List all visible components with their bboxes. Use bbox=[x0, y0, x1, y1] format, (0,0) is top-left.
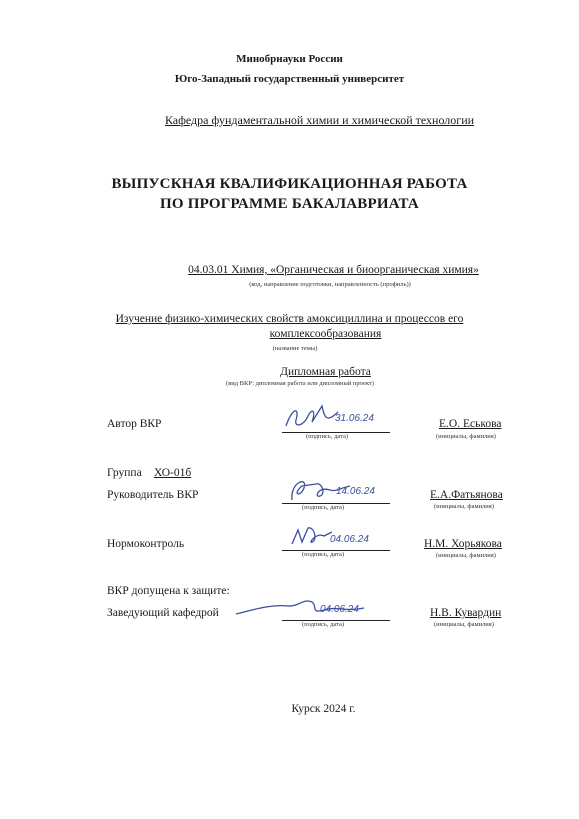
author-label: Автор ВКР bbox=[107, 418, 162, 430]
topic-line-2: комплексообразования bbox=[269, 328, 382, 340]
supervisor-sign-caption: (подпись, дата) bbox=[302, 504, 345, 511]
normcontrol-sign-caption: (подпись, дата) bbox=[302, 551, 345, 558]
author-name-caption: (инициалы, фамилия) bbox=[436, 433, 496, 440]
document-title-line-2: ПО ПРОГРАММЕ БАКАЛАВРИАТА bbox=[160, 196, 419, 212]
normcontrol-date: 04.06.24 bbox=[330, 534, 369, 545]
author-sign-caption: (подпись, дата) bbox=[306, 433, 349, 440]
specialty-caption: (код, направление подготовки, направленность (профиль)) bbox=[249, 281, 411, 288]
author-date: 31.06.24 bbox=[335, 413, 374, 424]
topic-line-1: Изучение физико-химических свойств амоксициллина и процессов его bbox=[115, 313, 464, 325]
topic-caption: (название темы) bbox=[272, 345, 318, 352]
normcontrol-label: Нормоконтроль bbox=[107, 538, 185, 550]
supervisor-name-caption: (инициалы, фамилия) bbox=[434, 503, 494, 510]
ministry-name: Минобрнауки России bbox=[236, 53, 343, 65]
work-type-caption: (вид ВКР: дипломная работа или дипломный проект) bbox=[226, 380, 374, 387]
supervisor-name: Е.А.Фатьянова bbox=[430, 489, 503, 501]
head-name: Н.В. Кувардин bbox=[430, 607, 502, 619]
specialty-text: 04.03.01 Химия, «Органическая и биоорганическая химия» bbox=[188, 264, 479, 276]
document-title-line-1: ВЫПУСКНАЯ КВАЛИФИКАЦИОННАЯ РАБОТА bbox=[111, 176, 468, 192]
head-sign-caption: (подпись, дата) bbox=[302, 621, 345, 628]
head-name-caption: (инициалы, фамилия) bbox=[434, 621, 494, 628]
city-year: Курск 2024 г. bbox=[291, 703, 356, 715]
author-name: Е.О. Еськова bbox=[439, 418, 502, 430]
author-signature bbox=[282, 402, 342, 436]
supervisor-date: 14.06.24 bbox=[336, 486, 375, 497]
supervisor-label: Руководитель ВКР bbox=[107, 489, 199, 501]
head-date: 04.06.24 bbox=[320, 604, 359, 615]
admitted-label: ВКР допущена к защите: bbox=[107, 585, 230, 597]
normcontrol-name-caption: (инициалы, фамилия) bbox=[436, 552, 496, 559]
group-label: Группа bbox=[107, 467, 142, 479]
group-value: ХО-01б bbox=[154, 467, 192, 479]
university-name: Юго-Западный государственный университет bbox=[174, 73, 405, 85]
head-label: Заведующий кафедрой bbox=[107, 607, 219, 619]
normcontrol-name: Н.М. Хорьякова bbox=[424, 538, 502, 550]
department-name: Кафедра фундаментальной химии и химической технологии bbox=[164, 113, 475, 127]
work-type-text: Дипломная работа bbox=[280, 366, 371, 378]
